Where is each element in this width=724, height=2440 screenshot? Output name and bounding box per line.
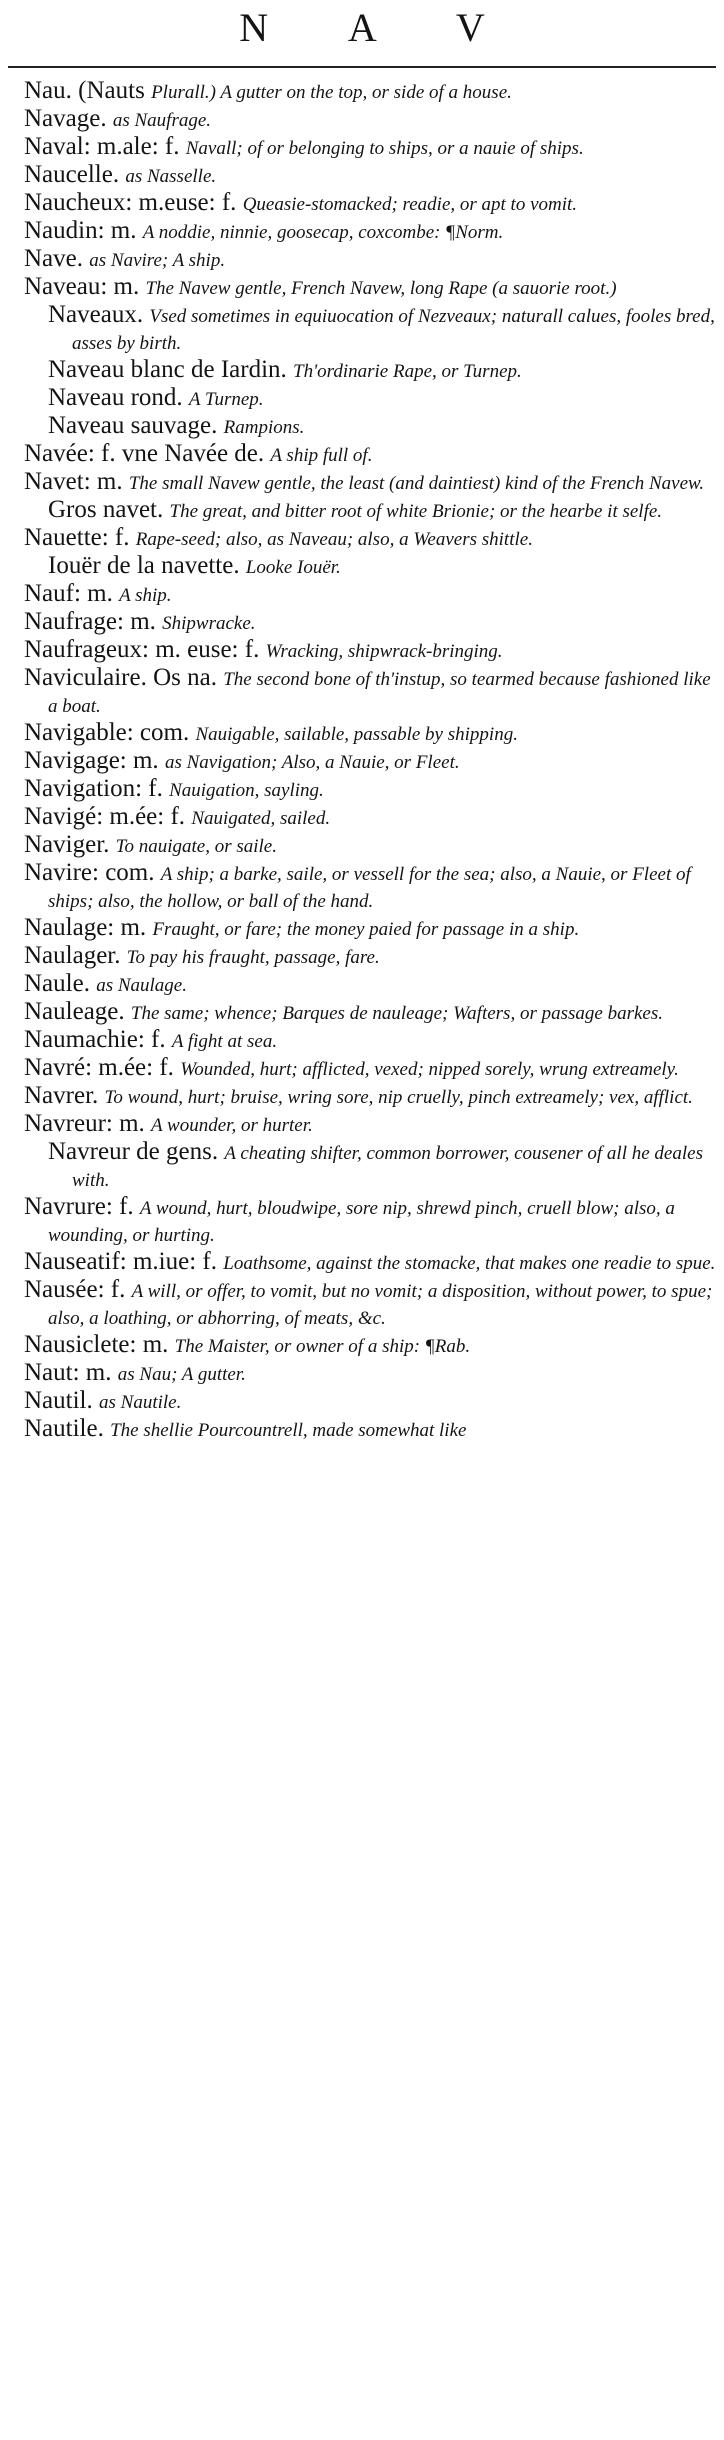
entry-definition: The great, and bitter root of white Brionie; or the hearbe it selfe. [169,501,663,522]
entry-headword: Nauette: f. [24,524,136,551]
entry-headword: Nautile. [24,1415,111,1442]
entry-definition: A ship full of. [270,445,373,466]
entry-definition: as Navigation; Also, a Nauie, or Fleet. [164,752,460,773]
entry-headword: Nausée: f. [24,1276,132,1303]
dictionary-entry [24,943,716,970]
dictionary-entry [24,720,716,747]
entry-definition: A will, or offer, to vomit, but no vomit; a disposition, without power, to spue; also, a loathing, or abhorring, of meats, &c. [48,1281,713,1329]
sub-entry [48,497,716,524]
entry-headword: Naveaux. [48,301,150,328]
entry-definition: The same; whence; Barques de nauleage; Wafters, or passage barkes. [130,1003,663,1024]
entry-headword: Naulager. [24,942,127,969]
entry-definition: To wound, hurt; bruise, wring sore, nip cruelly, pinch extreamely; vex, afflict. [104,1087,693,1108]
dictionary-entry [24,246,716,273]
entry-headword: Navet: m. [24,468,129,495]
dictionary-entry [24,1055,716,1082]
entry-definition: as Navire; A ship. [89,250,226,271]
entry-definition: A noddie, ninnie, goosecap, coxcombe: ¶Norm. [142,222,504,243]
entry-definition: A fight at sea. [171,1031,278,1052]
dictionary-entry [24,1360,716,1387]
entry-headword: Naviger. [24,831,116,858]
entry-headword: Naufrage: m. [24,608,163,635]
entry-headword: Naulage: m. [24,914,153,941]
sub-entry [48,1139,716,1193]
entry-definition: A wounder, or hurter. [151,1115,313,1136]
entry-headword: Nau. (Nauts [24,77,152,104]
dictionary-entry [24,441,716,468]
entry-definition: Rape-seed; also, as Naveau; also, a Weavers shittle. [135,529,533,550]
entry-headword: Nauseatif: m.iue: f. [24,1248,224,1275]
dictionary-entry [24,1388,716,1415]
entry-headword: Naudin: m. [24,217,143,244]
dictionary-entry [24,1416,716,1443]
entry-definition: Queasie-stomacked; readie, or apt to vomit. [242,194,578,215]
entry-headword: Nauleage. [24,998,131,1025]
entry-definition: Fraught, or fare; the money paied for passage in a ship. [152,919,580,940]
entry-definition: To pay his fraught, passage, fare. [126,947,380,968]
entry-headword: Naucelle. [24,161,126,188]
entry-headword: Navigage: m. [24,747,165,774]
entry-definition: as Naufrage. [112,110,212,131]
entry-headword: Navreur de gens. [48,1138,225,1165]
sub-entry [48,357,716,384]
entry-definition: as Nautile. [99,1392,182,1413]
entry-headword: Navreur: m. [24,1110,152,1137]
dictionary-entry [24,860,716,914]
dictionary-entry [24,832,716,859]
entry-headword: Navage. [24,105,113,132]
entry-definition: The small Navew gentle, the least (and daintiest) kind of the French Navew. [128,473,705,494]
entry-headword: Nave. [24,245,90,272]
entry-headword: Gros navet. [48,496,170,523]
entry-definition: A ship; a barke, saile, or vessell for the sea; also, a Nauie, or Fleet of ships; also, the hollow, or ball of the hand. [48,864,691,912]
dictionary-entry [24,274,716,301]
entry-headword: Navigation: f. [24,775,170,802]
entry-headword: Naumachie: f. [24,1026,172,1053]
entry-headword: Naveau sauvage. [48,412,224,439]
entry-definition: A wound, hurt, bloudwipe, sore nip, shrewd pinch, cruell blow; also, a wounding, or hurting. [48,1198,675,1246]
entry-definition: Nauigable, sailable, passable by shipping. [195,724,518,745]
dictionary-entry [24,218,716,245]
entry-headword: Navire: com. [24,859,161,886]
entry-headword: Naviculaire. Os na. [24,664,224,691]
dictionary-entry [24,190,716,217]
dictionary-entry [24,1083,716,1110]
entry-definition: as Nau; A gutter. [117,1364,246,1385]
entry-headword: Naut: m. [24,1359,118,1386]
entry-definition: A ship. [119,585,172,606]
sub-entry [48,302,716,356]
entry-definition: Nauigated, sailed. [191,808,331,829]
dictionary-entry [24,78,716,105]
dictionary-entry [24,1194,716,1248]
entry-headword: Naufrageux: m. euse: f. [24,636,266,663]
entry-definition: as Naulage. [96,975,187,996]
entry-definition: Wounded, hurt; afflicted, vexed; nipped sorely, wrung extreamely. [180,1059,679,1080]
dictionary-entry [24,971,716,998]
page-header: N A V [239,5,521,50]
entry-definition: Plurall.) A gutter on the top, or side of a house. [151,82,512,103]
dictionary-entry [24,1111,716,1138]
entry-definition: To nauigate, or saile. [115,836,277,857]
header-rule [8,66,716,68]
entry-headword: Naval: m.ale: f. [24,133,186,160]
entry-headword: Navigable: com. [24,719,196,746]
entry-headword: Naule. [24,970,97,997]
entry-definition: Looke Iouër. [245,557,341,578]
entry-headword: Iouër de la navette. [48,552,246,579]
entry-definition: Nauigation, sayling. [169,780,324,801]
entry-headword: Naveau blanc de Iardin. [48,356,294,383]
entry-list [24,78,716,1444]
entry-definition: Shipwracke. [162,613,256,634]
entry-headword: Nautil. [24,1387,99,1414]
sub-entry [48,413,716,440]
dictionary-entry [24,1332,716,1359]
dictionary-entry [24,1027,716,1054]
dictionary-entry [24,1249,716,1276]
entry-definition: The shellie Pourcountrell, made somewhat like [110,1420,467,1441]
entry-definition: as Nasselle. [125,166,217,187]
entry-definition: The second bone of th'instup, so tearmed because fashioned like a boat. [48,669,711,717]
entry-headword: Nauf: m. [24,580,120,607]
entry-definition: Rampions. [223,417,305,438]
entry-headword: Nausiclete: m. [24,1331,175,1358]
dictionary-entry [24,1277,716,1331]
entry-headword: Navrure: f. [24,1193,140,1220]
entry-definition: Wracking, shipwrack-bringing. [265,641,503,662]
entry-definition: A cheating shifter, common borrower, cousener of all he deales with. [72,1143,703,1191]
dictionary-entry [24,162,716,189]
dictionary-entry [24,748,716,775]
entry-headword: Naucheux: m.euse: f. [24,189,243,216]
dictionary-entry [24,999,716,1026]
entry-definition: Navall; of or belonging to ships, or a nauie of ships. [185,138,584,159]
dictionary-entry [24,525,716,552]
dictionary-entry [24,915,716,942]
entry-definition: Loathsome, against the stomacke, that makes one readie to spue. [223,1253,716,1274]
dictionary-entry [24,609,716,636]
dictionary-entry [24,469,716,496]
dictionary-entry [24,804,716,831]
dictionary-entry [24,106,716,133]
sub-entry [48,385,716,412]
entry-definition: The Maister, or owner of a ship: ¶Rab. [174,1336,471,1357]
dictionary-entry [24,776,716,803]
entry-definition: Vsed sometimes in equiuocation of Nezveaux; naturall calues, fooles bred, asses by birth. [72,306,715,354]
dictionary-entry [24,581,716,608]
entry-definition: Th'ordinarie Rape, or Turnep. [293,361,522,382]
entry-definition: A Turnep. [188,389,264,410]
entry-headword: Naveau rond. [48,384,189,411]
dictionary-entry [24,134,716,161]
entry-headword: Naveau: m. [24,273,146,300]
dictionary-entry [24,665,716,719]
entry-definition: The Navew gentle, French Navew, long Rape (a sauorie root.) [145,278,617,299]
entry-headword: Navée: f. vne Navée de. [24,440,271,467]
entry-headword: Navigé: m.ée: f. [24,803,192,830]
entry-headword: Navrer. [24,1082,105,1109]
sub-entry [48,553,716,580]
dictionary-entry [24,637,716,664]
entry-headword: Navré: m.ée: f. [24,1054,181,1081]
